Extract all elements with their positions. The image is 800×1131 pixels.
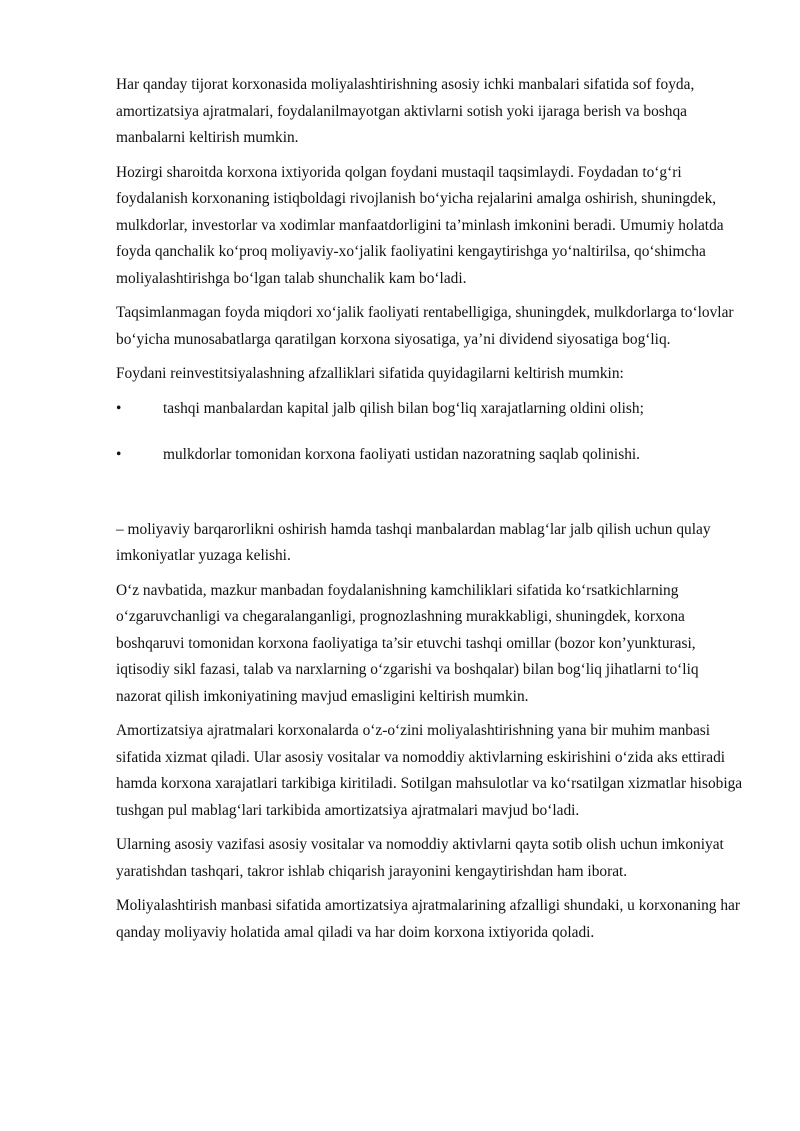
paragraph: – moliyaviy barqarorlikni oshirish hamda tashqi manbalardan mablag‘lar jalb qilish uchun qulay imkoniyatlar yuzaga kelishi.: [116, 520, 711, 564]
bullet-marker: •: [116, 399, 122, 417]
document-body: [116, 72, 746, 954]
paragraph: Har qanday tijorat korxonasida moliyalashtirishning asosiy ichki manbalari sifatida sof foyda, amortizatsiya ajratmalari, foydalanilmayotgan aktivlarni sotish yoki ijaraga berish va boshqa manbalarni keltirish mumkin.: [116, 76, 695, 146]
list-item-text: mulkdorlar tomonidan korxona faoliyati ustidan nazoratning saqlab qolinishi.: [163, 446, 641, 463]
bullet-marker: •: [116, 446, 122, 463]
list-item-text: tashqi manbalardan kapital jalb qilish bilan bog‘liq xarajatlarning oldini olish;: [163, 399, 644, 417]
list-item: [116, 442, 746, 469]
paragraph: Amortizatsiya ajratmalari korxonalarda o‘z-o‘zini moliyalashtirishning yana bir muhim manbasi sifatida xizmat qiladi. Ular asosiy vositalar va nomoddiy aktivlarning eskirishini o‘zida aks ettiradi hamda korxona xarajatlari tarkibiga kiritiladi. Sotilgan mahsulotlar va ko‘rsatilgan xizmatlar hisobiga tushgan pul mablag‘lari tarkibida amortizatsiya ajratmalari mavjud bo‘ladi.: [116, 722, 743, 819]
paragraph: Foydani reinvestitsiyalashning afzalliklari sifatida quyidagilarni keltirish mumkin:: [116, 365, 624, 382]
paragraph: O‘z navbatida, mazkur manbadan foydalanishning kamchiliklari sifatida ko‘rsatkichlarning o‘zgaruvchanligi va chegaralanganligi, prognozlashning murakkabligi, shuningdek, korxona boshqaruvi tomonidan korxona faoliyatiga ta’sir etuvchi tashqi omillar (bozor kon’yunkturasi, iqtisodiy sikl fazasi, talab va narxlarning o‘zgarishi va boshqalar) bilan bog‘liq jihatlarni to‘liq nazorat qilish imkoniyatining mavjud emasligini keltirish mumkin.: [116, 581, 699, 705]
paragraph: Taqsimlanmagan foyda miqdori xo‘jalik faoliyati rentabelligiga, shuningdek, mulkdorlarga to‘lovlar bo‘yicha munosabatlarga qaratilgan korxona siyosatiga, ya’ni dividend siyosatiga bog‘liq.: [116, 304, 734, 348]
paragraph: Hozirgi sharoitda korxona ixtiyorida qolgan foydani mustaqil taqsimlaydi. Foydadan to‘g‘ri foydalanish korxonaning istiqboldagi rivojlanish bo‘yicha rejalarini amalga oshirish, shuningdek, mulkdorlar, investorlar va xodimlar manfaatdorligini ta’minlash imkonini beradi. Umumiy holatda foyda qanchalik ko‘proq moliyaviy-xo‘jalik faoliyatini kengaytirishga yo‘naltirilsa, qo‘shimcha moliyalashtirishga bo‘lgan talab shunchalik kam bo‘ladi.: [116, 163, 724, 287]
paragraph: Ularning asosiy vazifasi asosiy vositalar va nomoddiy aktivlarni qayta sotib olish uchun imkoniyat yaratishdan tashqari, takror ishlab chiqarish jarayonini kengaytirishdan ham iborat.: [116, 836, 724, 880]
list-item: [116, 396, 746, 423]
blank-line: [116, 489, 746, 517]
paragraph: Moliyalashtirish manbasi sifatida amortizatsiya ajratmalarining afzalligi shundaki, u korxonaning har qanday moliyaviy holatida amal qiladi va har doim korxona ixtiyorida qoladi.: [116, 897, 741, 941]
